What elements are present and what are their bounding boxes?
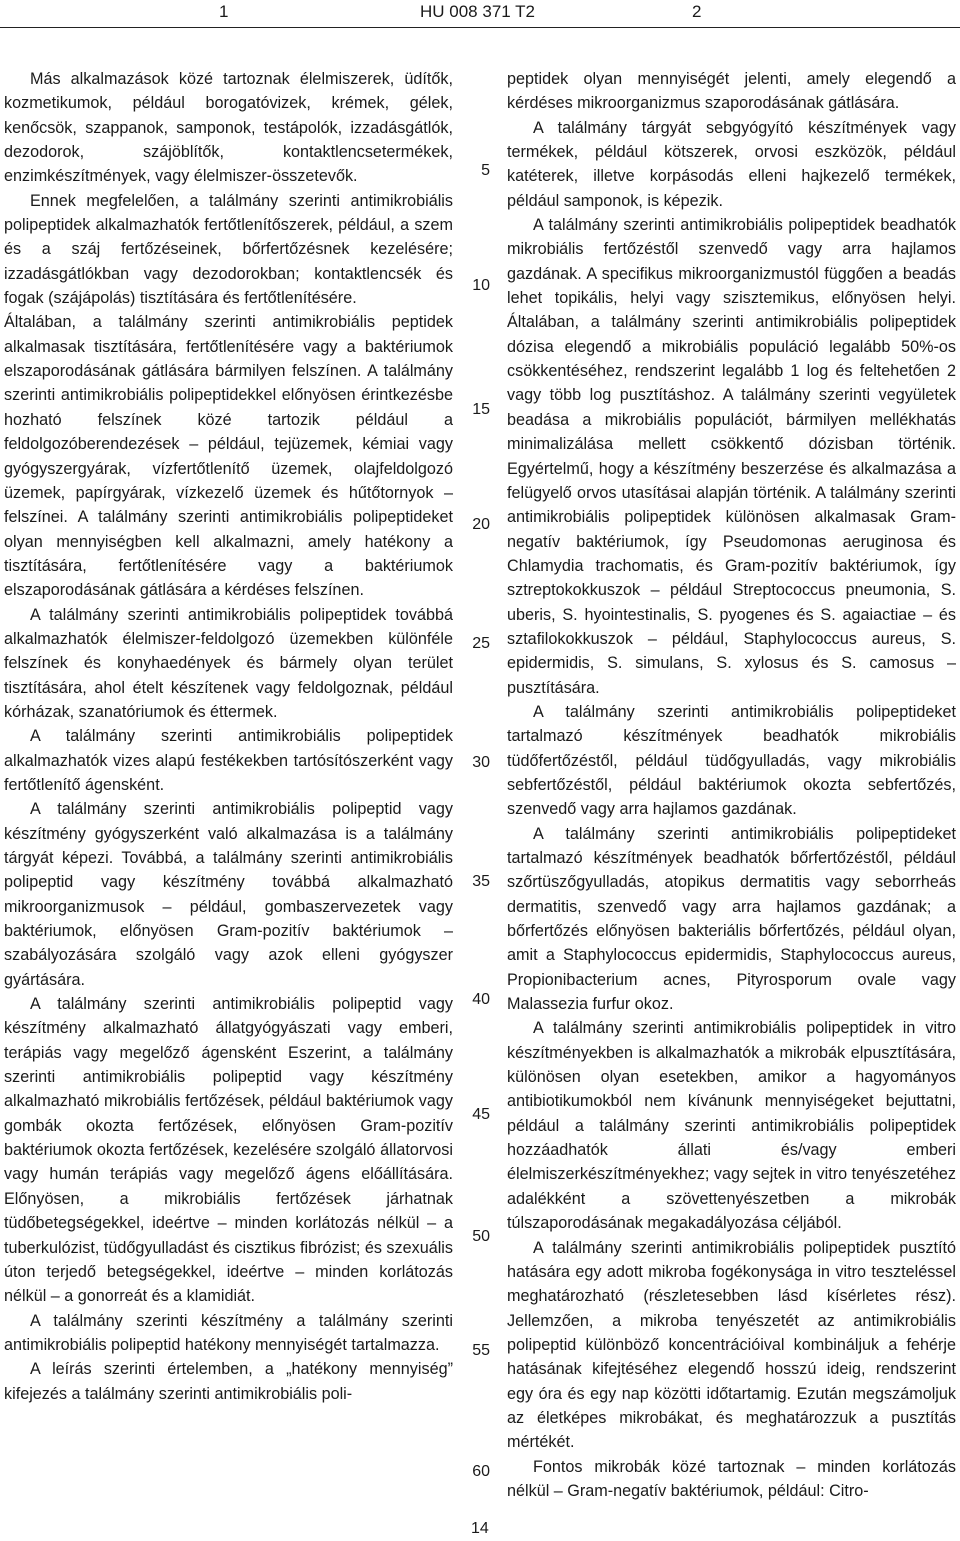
paragraph: A találmány tárgyát sebgyógyító készítmények vagy termékek, például kötszerek, orvosi eszközök, például katéterek, illetve korpásodás elleni hajkezelő termékek, például samponok, is képezik.	[507, 118, 956, 210]
paragraph: Fontos mikrobák közé tartoznak – minden korlátozás nélkül – Gram-negatív baktériumok, például: Citro-	[507, 1457, 956, 1500]
paragraph: A találmány szerinti antimikrobiális polipeptideket tartalmazó készítmények beadhatók bőrfertőzéstől, például szőrtüszőgyulladás, atopikus dermatitis vagy seborrheás dermatitis, szenvedő vagy arra hajlamos gazdának; a bőrfertőzés előnyösen bakteriális bőrfertőzés, például olyan, amit a Staphylococcus epidermidis, Staphylococcus aureus, Propionibacterium acnes, Pityrosporum ovale vagy Malassezia furfur okoz.	[507, 824, 956, 1014]
line-number: 35	[472, 873, 490, 890]
line-number: 15	[472, 401, 490, 418]
header-rule	[0, 27, 960, 28]
right-column	[507, 67, 956, 1503]
line-number: 55	[472, 1342, 490, 1359]
paragraph: A találmány szerinti antimikrobiális polipeptid vagy készítmény alkalmazható állatgyógyászati vagy emberi, terápiás vagy megelőző ágensként Eszerint, a találmány szerinti antimikrobiális polipeptid vagy készítmény alkalmazható mikrobiális fertőzések, például baktériumok vagy gombák okozta fertőzések, előnyösen Gram-pozitív baktériumok okozta fertőzések, kezelésére szolgáló állatorvosi vagy humán terápiás vagy megelőző ágens előállítására. Előnyösen, a mikrobiális fertőzések járhatnak tüdőbetegségekkel, ideértve – minden korlátozás nélkül – a tuberkulózist, tüdőgyulladást és cisztikus fibrózist; és szexuális úton terjedő betegségekkel, ideértve – minden korlátozás nélkül – a gonorreát és a klamidiát.	[4, 995, 453, 1306]
paragraph: A találmány szerinti antimikrobiális polipeptidek pusztító hatására egy adott mikroba fogékonysága in vitro teszteléssel meghatározható (részletesebben lásd kísérletes rész). Jellemzően, a mikroba tenyészetét az antimikrobiális polipeptid különböző koncentrációival kombináljuk a fehérje hatásának kifejtéséhez elegendő hosszú ideig, rendszerint egy óra és egy nap közötti időtartamig. Ezután megszámoljuk az életképes mikrobákat, és meghatározzuk a pusztítás mértékét.	[507, 1238, 956, 1452]
paragraph: A találmány szerinti antimikrobiális polipeptideket tartalmazó készítmények beadhatók mikrobiális tüdőfertőzéstől, például tüdőgyulladás, vagy mikrobiális sebfertőzéstől, például baktériumok okozta sebfertőzés, szenvedő vagy arra hajlamos gazdának.	[507, 702, 956, 819]
page-header	[0, 0, 960, 30]
paragraph: A találmány szerinti antimikrobiális polipeptidek beadhatók mikrobiális fertőzéstől szenvedő vagy arra hajlamos gazdának. A specifikus mikroorganizmustól függően a beadás lehet topikális, helyi vagy szisztemikus, előnyösen helyi. Általában, a találmány szerinti antimikrobiális polipeptidek dózisa elegendő a mikrobiális populáció legalább 50%-os csökkentéséhez, rendszerint legalább 1 log és feltehetően 2 vagy több log pusztításhoz. A találmány szerinti vegyületek beadása a mikrobiális populációt, bármilyen mellékhatás minimalizálása mellett csökkentő dózisban történik. Egyértelmű, hogy a készítmény beszerzése és alkalmazása a felügyelő orvos utasításai alapján történik. A találmány szerinti antimikrobiális polipeptidek különösen alkalmasak Gram-negatív baktériumok, így Pseudomonas aeruginosa és Chlamydia trachomatis, és Gram-pozitív baktériumok, így sztreptokokkuszok – például Streptococcus pneumonia, S. uberis, S. hyointestinalis, S. pyogenes és S. agaiactiae – és sztafilokokkuszok – például, Staphylococcus aureus, S. epidermidis, S. simulans, S. xylosus és S. camosus – pusztítására.	[507, 216, 956, 697]
left-page-number: 1	[219, 2, 229, 21]
patent-number: HU 008 371 T2	[420, 2, 535, 21]
paragraph: peptidek olyan mennyiségét jelenti, amely elegendő a kérdéses mikroorganizmus szaporodásának gátlására.	[507, 70, 956, 113]
line-number: 5	[481, 162, 490, 179]
paragraph: Általában, a találmány szerinti antimikrobiális peptidek alkalmasak tisztítására, fertőtlenítésére vagy a baktériumok elszaporodásának gátlására bármilyen felszínen. A találmány szerinti antimikrobiális polipeptidekkel előnyösen érintkezésbe hozható felszínek közé tartozik például a feldolgozóberendezések – például, tejüzemek, kémiai vagy gyógyszergyárak, vízfertőtlenítő üzemek, olajfeldolgozó üzemek, papírgyárak, vízkezelő üzemek és hűtőtornyok – felszínei. A találmány szerinti antimikrobiális polipeptideket olyan mennyiségben kell alkalmazni, amely hatékony a tisztítására, fertőtlenítésére vagy a baktériumok elszaporodásának gátlására a kérdéses felszínen.	[4, 313, 453, 600]
line-number: 60	[472, 1463, 490, 1480]
line-number: 25	[472, 635, 490, 652]
paragraph: A találmány szerinti antimikrobiális polipeptidek továbbá alkalmazhatók élelmiszer-feldolgozó üzemekben különféle felszínek és konyhaedények és bármely olyan terület tisztítására, ahol ételt készítenek vagy feldolgoznak, például kórházak, szanatóriumok és éttermek.	[4, 605, 453, 721]
paragraph: A találmány szerinti antimikrobiális polipeptid vagy készítmény gyógyszerként való alkalmazása is a találmány tárgyát képezi. Továbbá, a találmány szerinti antimikrobiális polipeptid vagy készítmény továbbá alkalmazható mikroorganizmusok – például, gombaszervezetek vagy baktériumok, előnyösen Gram-pozitív baktériumok – szabályozására szolgáló vagy azok elleni gyógyszer gyártására.	[4, 800, 453, 989]
right-page-number: 2	[692, 2, 702, 21]
line-number: 40	[472, 991, 490, 1008]
left-column	[4, 67, 453, 1406]
line-number: 10	[472, 277, 490, 294]
paragraph: A leírás szerinti értelemben, a „hatékony mennyiség” kifejezés a találmány szerinti antimikrobiális poli-	[4, 1360, 453, 1403]
line-number: 30	[472, 754, 490, 771]
footer-page-number: 14	[471, 1520, 489, 1537]
paragraph: A találmány szerinti készítmény a találmány szerinti antimikrobiális polipeptid hatékony mennyiségét tartalmazza.	[4, 1311, 453, 1354]
line-number: 20	[472, 516, 490, 533]
paragraph: Más alkalmazások közé tartoznak élelmiszerek, üdítők, kozmetikumok, például borogatóvizek, krémek, gélek, kenőcsök, szappanok, samponok, testápolók, izzadásgátlók, dezodorok, szájöblítők, kontaktlencsetermékek, enzimkészítmények, vagy élelmiszer-összetevők.	[4, 70, 453, 186]
line-number: 50	[472, 1228, 490, 1245]
paragraph: Ennek megfelelően, a találmány szerinti antimikrobiális polipeptidek alkalmazhatók fertőtlenítőszerek, például, a szem és a száj fertőzéseinek, bőrfertőzésnek kezelésére; izzadásgátlókban vagy dezodorokban; kontaktlencsék és fogak (szájápolás) tisztítására és fertőtlenítésére.	[4, 191, 453, 308]
paragraph: A találmány szerinti antimikrobiális polipeptidek in vitro készítményekben is alkalmazhatók a mikrobák elpusztítására, különösen olyan esetekben, amikor a hagyományos antibiotikumokból nem kívánunk mennyiségeket bejuttatni, például a találmány szerinti antimikrobiális polipeptidek hozzáadhatók állati és/vagy emberi élelmiszerkészítményekhez; vagy sejtek in vitro tenyészetéhez adalékként a szövettenyészetben a mikrobák túlszaporodásának megakadályozása céljából.	[507, 1019, 956, 1233]
line-number: 45	[472, 1106, 490, 1123]
paragraph: A találmány szerinti antimikrobiális polipeptidek alkalmazhatók vizes alapú festékekben tartósítószerként vagy fertőtlenítő ágensként.	[4, 727, 453, 794]
